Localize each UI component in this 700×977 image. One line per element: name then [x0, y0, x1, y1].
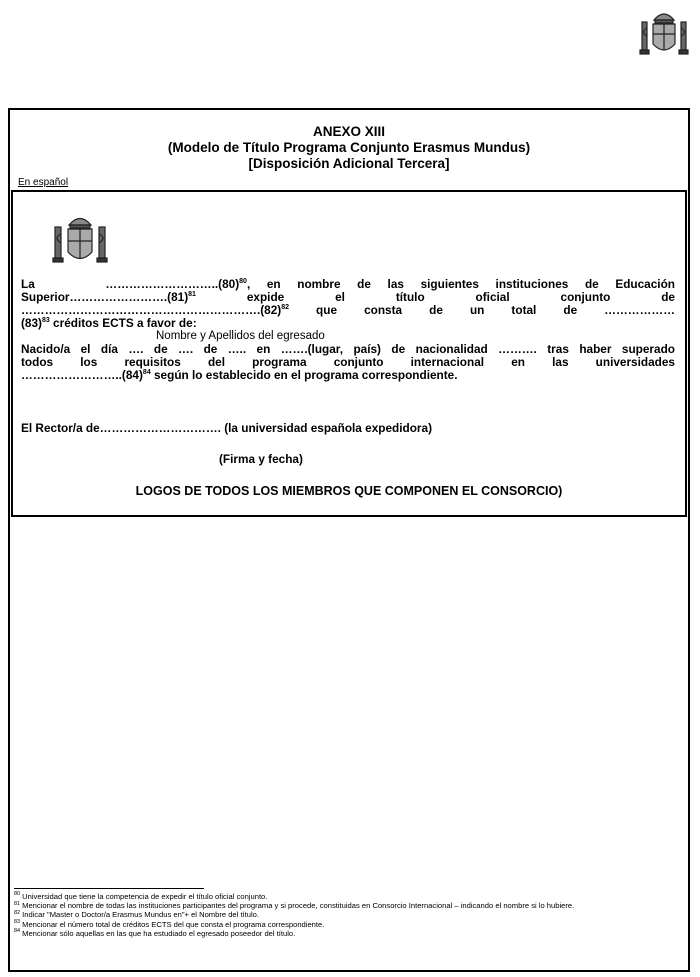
annex-provision: [Disposición Adicional Tercera] — [248, 156, 450, 171]
annex-heading — [10, 124, 688, 172]
footnote-item: $^{81}$ Mencionar el nombre de todas las instituciones participantes del programa y si procede, constituidas en Consorcio Internacional – indicando el nombre si lo hubiere. — [14, 900, 575, 911]
footnote-item: $^{84}$ Mencionar sólo aquellas en las que ha estudiado el egresado poseedor del título. — [14, 928, 296, 938]
graduate-name-caption: Nombre y Apellidos del egresado — [156, 330, 325, 342]
language-label: En español — [18, 177, 69, 188]
title-model-box — [11, 190, 687, 517]
body-line-5: Nacido/a el día …. de …. de ….. en …….(lugar, país) de nacionalidad ………. tras haber superado — [21, 342, 675, 356]
annex-subtitle: (Modelo de Título Programa Conjunto Erasmus Mundus) — [167, 140, 531, 155]
title-body-text — [21, 278, 675, 382]
signature-line: (Firma y fecha) — [219, 452, 303, 466]
rector-line: El Rector/a de…………………………. (la universidad española expedidora) — [21, 421, 433, 435]
document-frame — [8, 108, 690, 972]
footnote-divider — [14, 888, 204, 889]
coat-of-arms-icon — [634, 6, 694, 62]
annex-title: ANEXO XIII — [312, 124, 385, 139]
body-line-6: todos los requisitos del programa conjunto internacional en las universidades — [21, 355, 675, 369]
body-line-2: $Superior\dots\dots\dots\dots\dots\dots\dots\dots.(81)^{81}$ expide el título oficial conjunto de — [21, 290, 675, 304]
coat-of-arms-icon — [47, 210, 113, 272]
footnote-item: $^{80}$ Universidad que tiene la competencia de expedir el título oficial conjunto. — [14, 891, 268, 901]
body-line-4: $(83)^{83}$ créditos ECTS a favor de: — [21, 316, 197, 330]
consortium-logos-line: LOGOS DE TODOS LOS MIEMBROS QUE COMPONEN EL CONSORCIO) — [135, 484, 563, 498]
body-line-1: La $\dots\dots\dots\dots\dots\dots\dots\dots\dots..(80)^{80}$, en nombre de las siguientes instituciones de Educación — [21, 277, 675, 291]
footnote-item: $^{82}$ Indicar "Master o Doctor/a Erasmus Mundus en"+ el Nombre del título. — [14, 909, 260, 920]
footnote-item: $^{83}$ Mencionar el número total de créditos ECTS del que consta el programa correspondiente. — [14, 919, 325, 929]
body-line-7: $\dots\dots\dots\dots\dots\dots\dots\dots..(84)^{84}$ según lo establecido en el programa correspondiente. — [21, 368, 458, 382]
body-line-3: $\dots\dots\dots\dots\dots\dots\dots\dots\dots\dots\dots\dots\dots\dots\dots\dots\dots\dots\dots\dots.(82)^{82}$ que consta de un total de ……………… — [21, 303, 675, 317]
footnotes — [14, 892, 680, 938]
